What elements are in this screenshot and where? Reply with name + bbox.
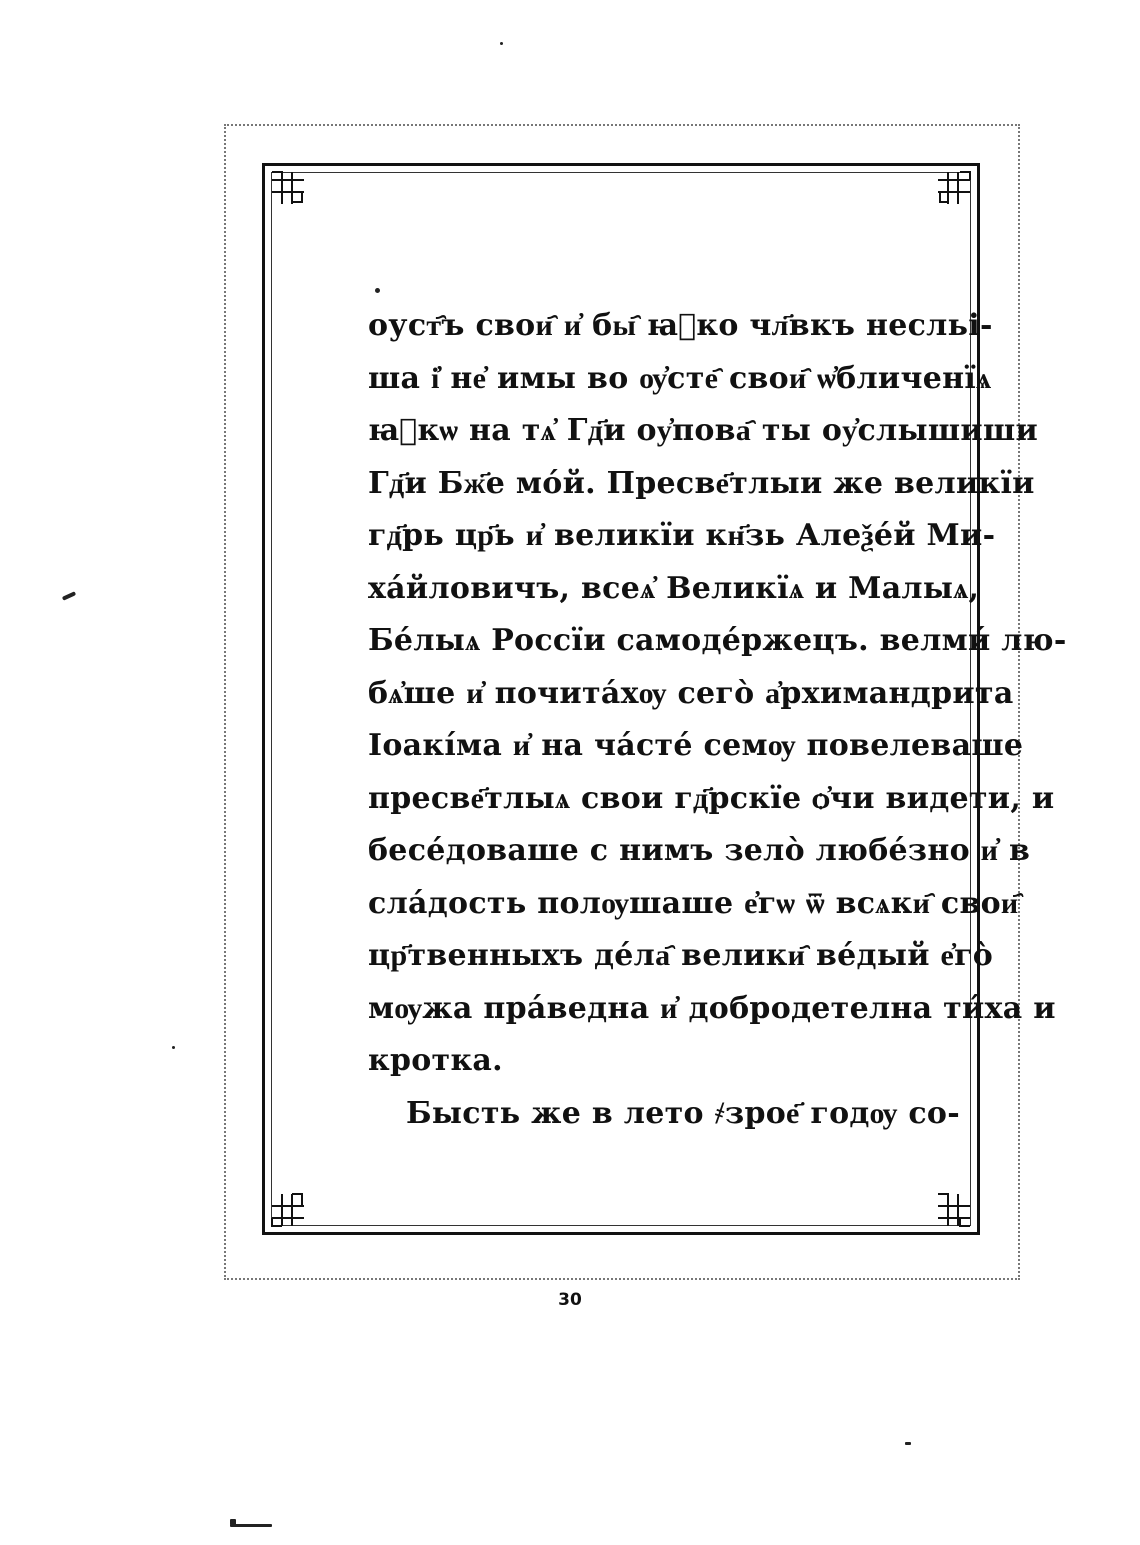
text-line-11: бесе́доваше с нимъ зело̀ любе́зно и҆ в bbox=[368, 833, 1031, 868]
scan-speck bbox=[905, 1442, 911, 1445]
body-text bbox=[368, 300, 1067, 1140]
corner-ornament-top-left-icon bbox=[268, 168, 308, 208]
text-line-3: ꙗ҆кѡ на тѧ҆ Гд҃и оу҆пова҄ ты оу҆слышиши bbox=[368, 413, 1039, 448]
text-line-16: Бысть же в лето ҂зрое҃ годѹ со- bbox=[406, 1095, 960, 1131]
scan-speck bbox=[230, 1524, 272, 1527]
scan-speck bbox=[230, 1519, 236, 1525]
text-line-7: Бе́лыѧ Россїи самоде́ржецъ. велми́ лю- bbox=[368, 623, 1067, 658]
scan-speck bbox=[500, 42, 503, 45]
text-line-9: Іоакі́ма и҆ на ча́сте́ семѹ повелеваше bbox=[368, 728, 1024, 763]
page-number: 30 bbox=[558, 1290, 582, 1310]
corner-ornament-bottom-right-icon bbox=[934, 1190, 974, 1230]
text-line-8: бѧ҆ше и҆ почита́хѹ сего̀ а҆рхимандрита bbox=[368, 675, 1014, 711]
text-line-4: Гд҃и Бж҃е мо́й. Пресве҃тлыи же великїи bbox=[368, 465, 1035, 501]
scan-speck bbox=[62, 591, 76, 601]
corner-ornament-top-right-icon bbox=[934, 168, 974, 208]
scan-speck bbox=[375, 288, 380, 293]
text-line-14: мѹжа пра́ведна и҆ добродетелна ти́ха и bbox=[368, 990, 1056, 1026]
text-line-10: пресве҃тлыѧ свои гд҃рскїе ѻ҆чи видети, и bbox=[368, 780, 1055, 816]
text-line-13: цр҃твенныхъ де́ла҄ велики҄ ве́дый е҆го̀ bbox=[368, 938, 994, 973]
text-line-5: гд҃рь цр҃ь и҆ великїи кн҃зь Алеѯе́й Ми- bbox=[368, 518, 996, 553]
text-line-15: кротка. bbox=[368, 1043, 503, 1078]
text-line-2: ша і҆ не҆ имы во ѹ҆сте҄ свои҄ ѡ҆бличенїѧ bbox=[368, 360, 992, 396]
text-line-1: оуст҄ъ свои҄ и҆ бы҄ ꙗ҆ко чл҃вкъ несльі- bbox=[368, 308, 993, 343]
text-line-12: сла́дость полѹшаше е҆гѡ ѿ всѧки҄ свои҄ bbox=[368, 885, 1019, 921]
corner-ornament-bottom-left-icon bbox=[268, 1190, 308, 1230]
text-line-6: ха́йловичъ, всеѧ҆ Великїѧ и Малыѧ, bbox=[368, 570, 980, 606]
scan-speck bbox=[172, 1046, 175, 1049]
